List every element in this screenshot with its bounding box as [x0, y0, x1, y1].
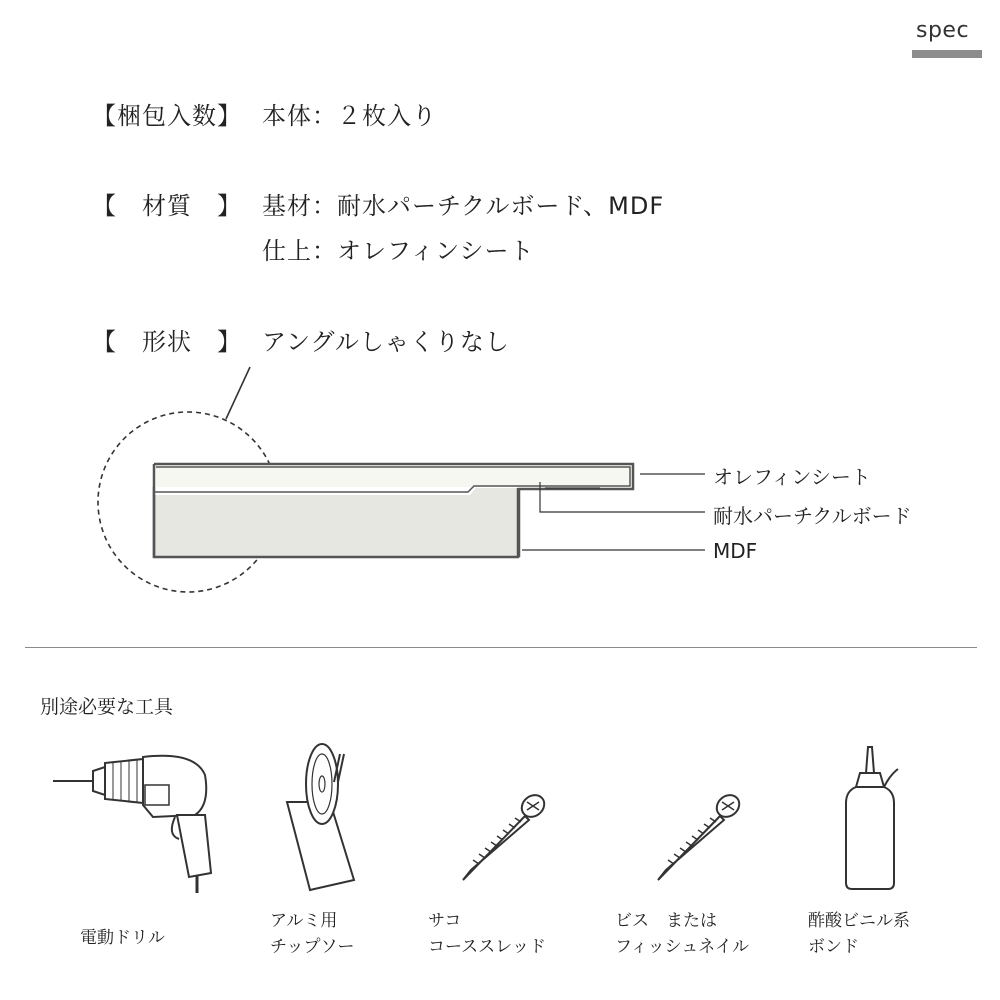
section-divider	[25, 647, 977, 648]
bond-bottle-icon	[838, 745, 918, 895]
nail-label-line1: ビス または	[615, 911, 717, 931]
bond-label-line1: 酢酸ビニル系	[808, 911, 910, 931]
shape-value: アングルしゃくりなし	[262, 328, 510, 356]
callout-particle-board: 耐水パーチクルボード	[713, 504, 912, 528]
spec-label: spec	[916, 18, 970, 43]
screw-label-line2: コーススレッド	[428, 937, 546, 957]
saw-label-line2: チップソー	[270, 937, 355, 957]
package-count-label: 【梱包入数】	[92, 102, 242, 130]
drill-label: 電動ドリル	[80, 928, 165, 948]
nail-icon	[650, 790, 750, 890]
bond-label-line2: ボンド	[808, 937, 859, 957]
screw-icon	[455, 790, 555, 890]
detail-leader-line	[226, 367, 250, 419]
chip-saw-icon	[282, 742, 372, 892]
callout-mdf: MDF	[713, 539, 758, 563]
material-label: 【 材質 】	[92, 192, 242, 220]
package-count-value: 本体：２枚入り	[262, 102, 437, 130]
screw-label-line1: サコ	[428, 911, 462, 931]
shape-label: 【 形状 】	[92, 328, 242, 356]
nail-label-line2: フィッシュネイル	[615, 937, 749, 957]
material-finish-value: 仕上：オレフィンシート	[262, 237, 535, 265]
callout-olefin-sheet: オレフィンシート	[713, 465, 871, 489]
saw-label-line1: アルミ用	[270, 911, 338, 931]
tools-title: 別途必要な工具	[40, 696, 174, 718]
drill-icon	[45, 745, 225, 895]
material-base-value: 基材：耐水パーチクルボード、MDF	[262, 192, 665, 220]
